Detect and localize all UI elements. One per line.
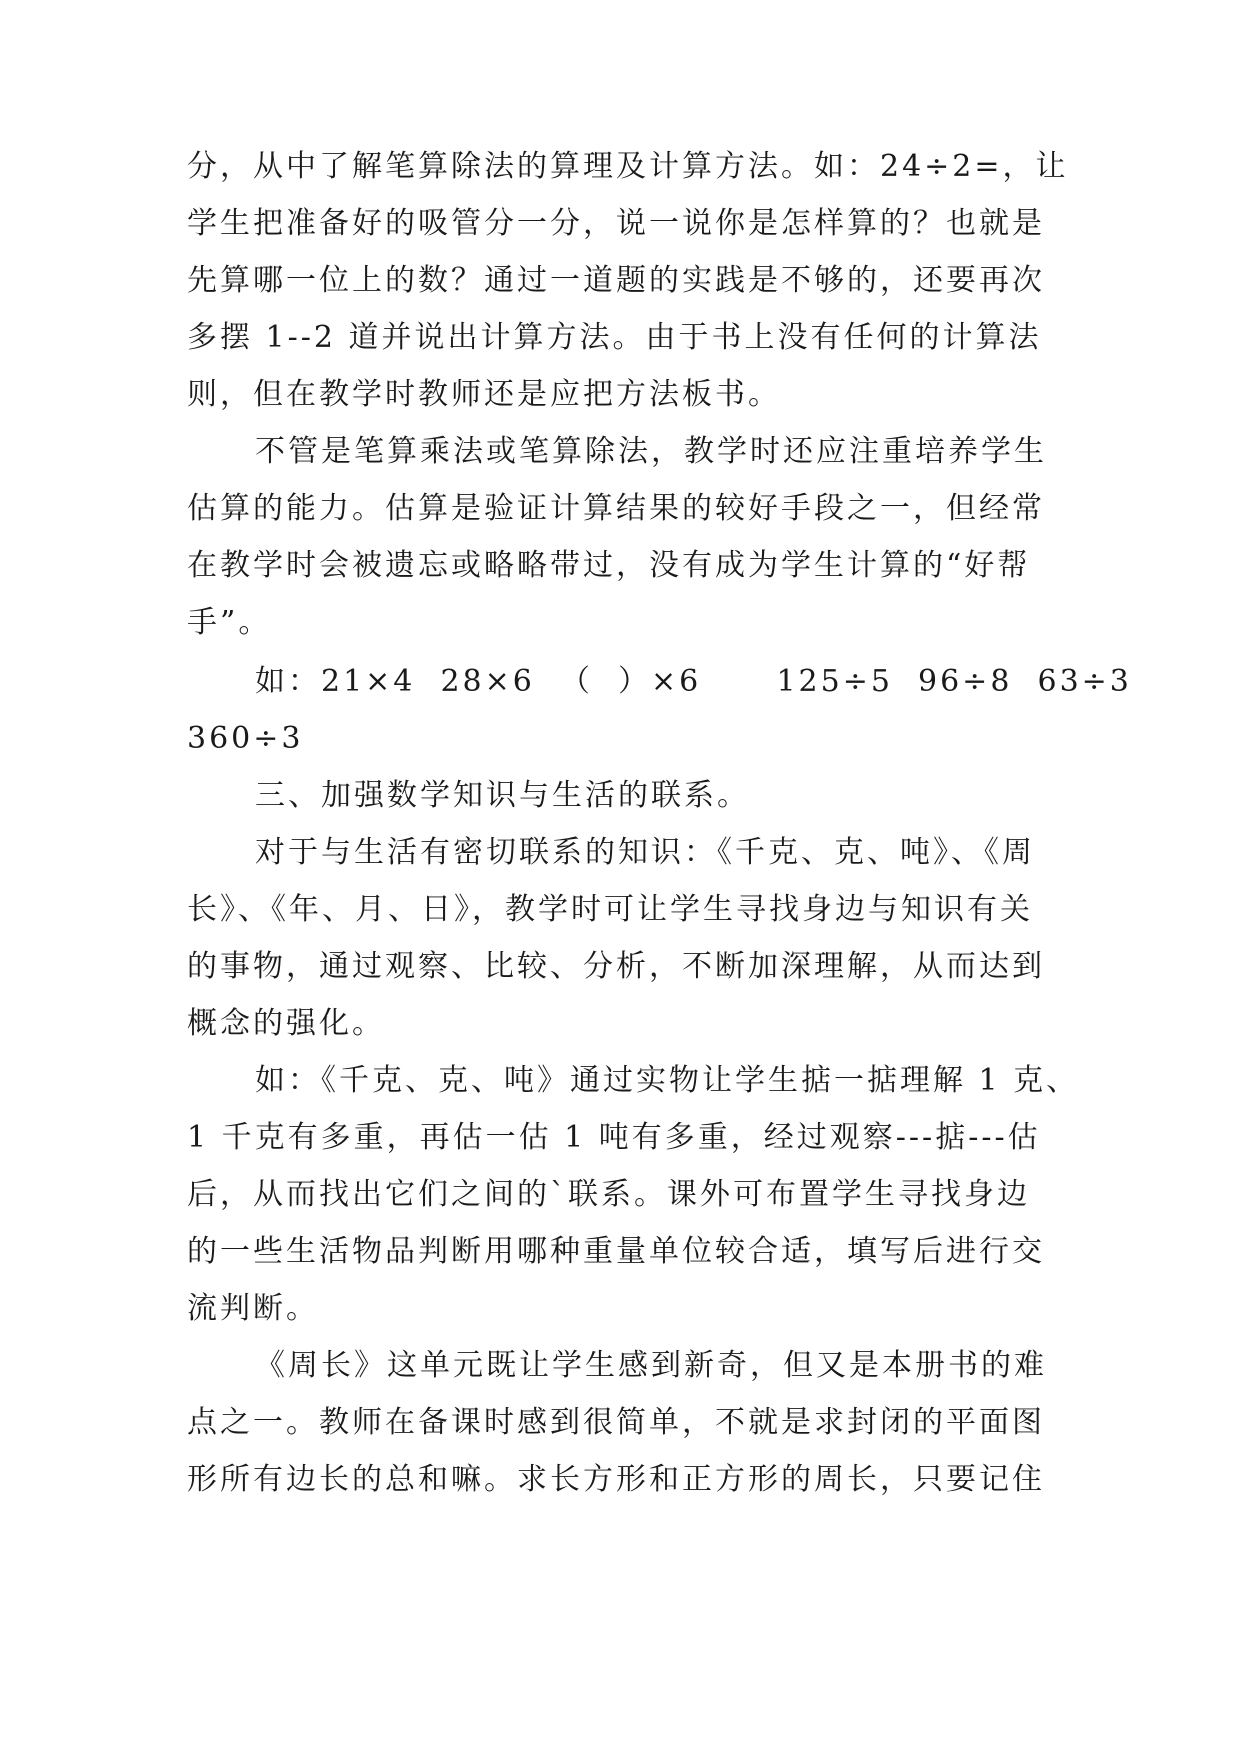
text-line: 1 千克有多重，再估一估 1 吨有多重，经过观察---掂---估 [187,1120,1041,1155]
text-line: 概念的强化。 [187,1006,385,1041]
text-line: 对于与生活有密切联系的知识：《千克、克、吨》、《周 [255,835,1035,870]
text-line: 《周长》这单元既让学生感到新奇，但又是本册书的难 [255,1348,1047,1383]
text-line: 多摆 1--2 道并说出计算方法。由于书上没有任何的计算法 [187,320,1042,355]
text-line: 不管是笔算乘法或笔算除法，教学时还应注重培养学生 [255,434,1047,469]
text-line: 先算哪一位上的数？通过一道题的实践是不够的，还要再次 [187,263,1045,298]
text-line: 点之一。教师在备课时感到很简单，不就是求封闭的平面图 [187,1405,1045,1440]
text-line: 的事物，通过观察、比较、分析，不断加深理解，从而达到 [187,949,1045,984]
text-line: 后，从而找出它们之间的`联系。课外可布置学生寻找身边 [187,1177,1030,1212]
text-line: 如：21×4 28×6 （ ）×6 125÷5 96÷8 63÷3 [255,664,1132,699]
text-line: 手”。 [187,605,272,640]
text-line: 流判断。 [187,1291,319,1326]
text-line: 则，但在教学时教师还是应把方法板书。 [187,377,781,412]
text-line: 如：《千克、克、吨》通过实物让学生掂一掂理解 1 克、 [255,1063,1080,1098]
text-line: 在教学时会被遗忘或略略带过，没有成为学生计算的“好帮 [187,548,1031,583]
text-line: 360÷3 [187,721,304,756]
text-line: 三、加强数学知识与生活的联系。 [255,778,750,813]
text-line: 学生把准备好的吸管分一分，说一说你是怎样算的？也就是 [187,206,1045,241]
text-line: 的一些生活物品判断用哪种重量单位较合适，填写后进行交 [187,1234,1045,1269]
text-line: 形所有边长的总和嘛。求长方形和正方形的周长，只要记住 [187,1462,1045,1497]
text-line: 估算的能力。估算是验证计算结果的较好手段之一，但经常 [187,491,1045,526]
text-line: 长》、《年、月、日》，教学时可让学生寻找身边与知识有关 [187,892,1033,927]
text-line: 分，从中了解笔算除法的算理及计算方法。如：24÷2=，让 [187,149,1069,184]
